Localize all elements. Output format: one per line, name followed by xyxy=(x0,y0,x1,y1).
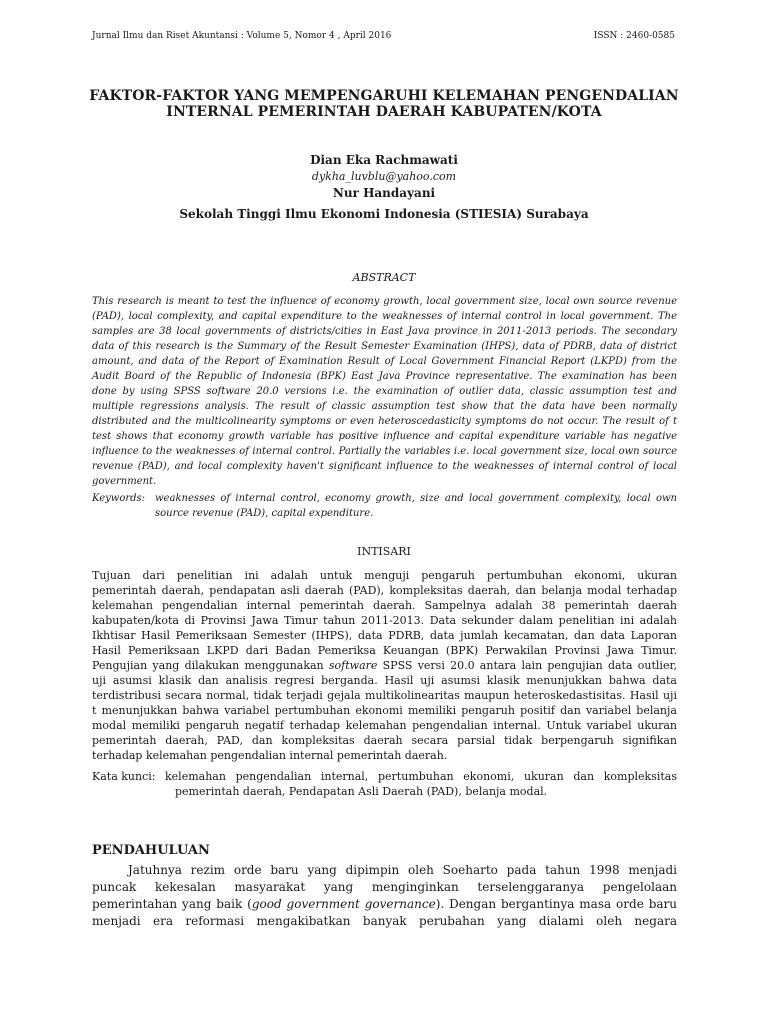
body-line-part: pemerintahan yang baik ( xyxy=(92,897,252,911)
intisari-line: uji asumsi klasik dan analisis regresi berganda. Hasil uji asumsi klasik menunjukkan bahwa data xyxy=(92,674,677,687)
abstract-line: data of this research is the Summary of the Result Semester Examination (IHPS), data of PDRB, data of district xyxy=(92,341,677,352)
abstract-line: influence to the weaknesses of internal control. Partially the variables i.e. local government size, local own source xyxy=(92,446,677,457)
intisari-heading: INTISARI xyxy=(357,545,411,558)
abstract-line: samples are 38 local governments of districts/cities in East Java province in 2011-2013 periods. The secondary xyxy=(92,326,677,337)
intisari-line-part: SPSS versi 20.0 antara lain pengujian data outlier, xyxy=(377,659,677,672)
author-email: dykha_luvblu@yahoo.com xyxy=(311,170,457,183)
section-heading-pendahuluan: PENDAHULUAN xyxy=(92,843,210,858)
abstract-line: test shows that economy growth variable has positive influence and capital expenditure variable has negative xyxy=(92,431,677,442)
kata-kunci-label: Kata kunci: xyxy=(92,770,156,783)
abstract-line: This research is meant to test the influence of economy growth, local government size, local own source revenue xyxy=(92,296,677,307)
paper-title-line-2: INTERNAL PEMERINTAH DAERAH KABUPATEN/KOTA xyxy=(166,104,602,120)
kata-kunci-line: pemerintah daerah, Pendapatan Asli Daerah (PAD), belanja modal. xyxy=(175,785,548,798)
issn-label: ISSN : 2460-0585 xyxy=(593,31,675,41)
body-line: Jatuhnya rezim orde baru yang dipimpin oleh Soeharto pada tahun 1998 menjadi xyxy=(128,863,677,877)
intisari-line: pemerintah daerah, PAD, dan kompleksitas daerah secara parsial tidak berpengaruh signifikan xyxy=(92,734,677,747)
abstract-line: amount, and data of the Report of Examination Result of Local Government Financial Report (LKPD) from the xyxy=(92,356,677,367)
intisari-line: pemerintah daerah, pendapatan asli daerah (PAD), kompleksitas daerah, dan belanja modal terhadap xyxy=(92,584,677,597)
body-line xyxy=(92,897,677,911)
paper-title-line-1: FAKTOR-FAKTOR YANG MEMPENGARUHI KELEMAHAN PENGENDALIAN xyxy=(89,88,679,104)
abstract-line: (PAD), local complexity, and capital expenditure to the weaknesses of internal control in local government. The xyxy=(92,311,677,322)
abstract-line: distributed and the multicolinearity symptoms or even heteroscedasticity symptoms do not occur. The result of t xyxy=(92,416,677,427)
intisari-line: terdistribusi secara normal, tidak terjadi gejala multikolinearitas maupun heteroskedastisitas. Hasil uji xyxy=(92,689,677,702)
body-line: menjadi era reformasi mengakibatkan banyak perubahan yang dialami oleh negara xyxy=(92,914,677,928)
keywords-line: weaknesses of internal control, economy growth, size and local government complexity, local own xyxy=(155,493,677,504)
abstract-line: done by using SPSS software 20.0 versions i.e. the examination of outlier data, classic assumption test and xyxy=(92,386,677,397)
keywords-label: Keywords: xyxy=(92,493,146,504)
intisari-line: terhadap kelemahan pengendalian internal pemerintah daerah. xyxy=(92,749,448,762)
intisari-line: kelemahan pengendalian internal pemerintah daerah. Sampelnya adalah 38 pemerintah daerah xyxy=(92,599,677,612)
author-affiliation: Sekolah Tinggi Ilmu Ekonomi Indonesia (STIESIA) Surabaya xyxy=(179,207,589,221)
abstract-heading: ABSTRACT xyxy=(352,271,416,284)
good-governance-term: good government governance xyxy=(251,897,436,911)
abstract-line: revenue (PAD), and local complexity haven't significant influence to the weaknesses of internal control of local xyxy=(92,461,677,472)
kata-kunci-line: kelemahan pengendalian internal, pertumbuhan ekonomi, ukuran dan kompleksitas xyxy=(165,770,677,783)
intisari-line: modal memiliki pengaruh negatif terhadap kelemahan pengendalian internal. Untuk variabel ukuran xyxy=(92,719,677,732)
intisari-line: t menunjukkan bahwa variabel pertumbuhan ekonomi memiliki pengaruh positif dan variabel belanja xyxy=(92,704,677,717)
keywords-line: source revenue (PAD), capital expenditure. xyxy=(155,508,374,519)
intisari-line xyxy=(92,658,677,673)
abstract-line: Audit Board of the Republic of Indonesia (BPK) East Java Province representative. The examination has been xyxy=(92,371,677,382)
intisari-line: Tujuan dari penelitian ini adalah untuk menguji pengaruh pertumbuhan ekonomi, ukuran xyxy=(92,569,677,582)
abstract-line: multiple regressions analysis. The result of classic assumption test show that the data have been normally xyxy=(92,401,677,412)
abstract-line: government. xyxy=(92,476,157,487)
intisari-line: kabupaten/kota di Provinsi Jawa Timur tahun 2011-2013. Data sekunder dalam penelitian ini adalah xyxy=(92,614,677,627)
intisari-line: Hasil Pemeriksaan LKPD dari Badan Pemeriksa Keuangan (BPK) Perwakilan Provinsi Jawa Timur. xyxy=(92,644,677,657)
intisari-line-part: Pengujian yang dilakukan menggunakan xyxy=(92,659,329,672)
journal-header: Jurnal Ilmu dan Riset Akuntansi : Volume 5, Nomor 4 , April 2016 xyxy=(92,31,392,41)
author-name-2: Nur Handayani xyxy=(332,186,436,200)
author-name-1: Dian Eka Rachmawati xyxy=(310,153,458,167)
body-line: puncak kekesalan masyarakat yang menginginkan terselenggaranya pengelolaan xyxy=(92,880,677,894)
software-term: software xyxy=(328,659,378,672)
body-line-part: ). Dengan bergantinya masa orde baru xyxy=(435,897,677,911)
intisari-line: Ikhtisar Hasil Pemeriksaan Semester (IHPS), data PDRB, data jumlah kecamatan, dan data Laporan xyxy=(92,629,677,642)
